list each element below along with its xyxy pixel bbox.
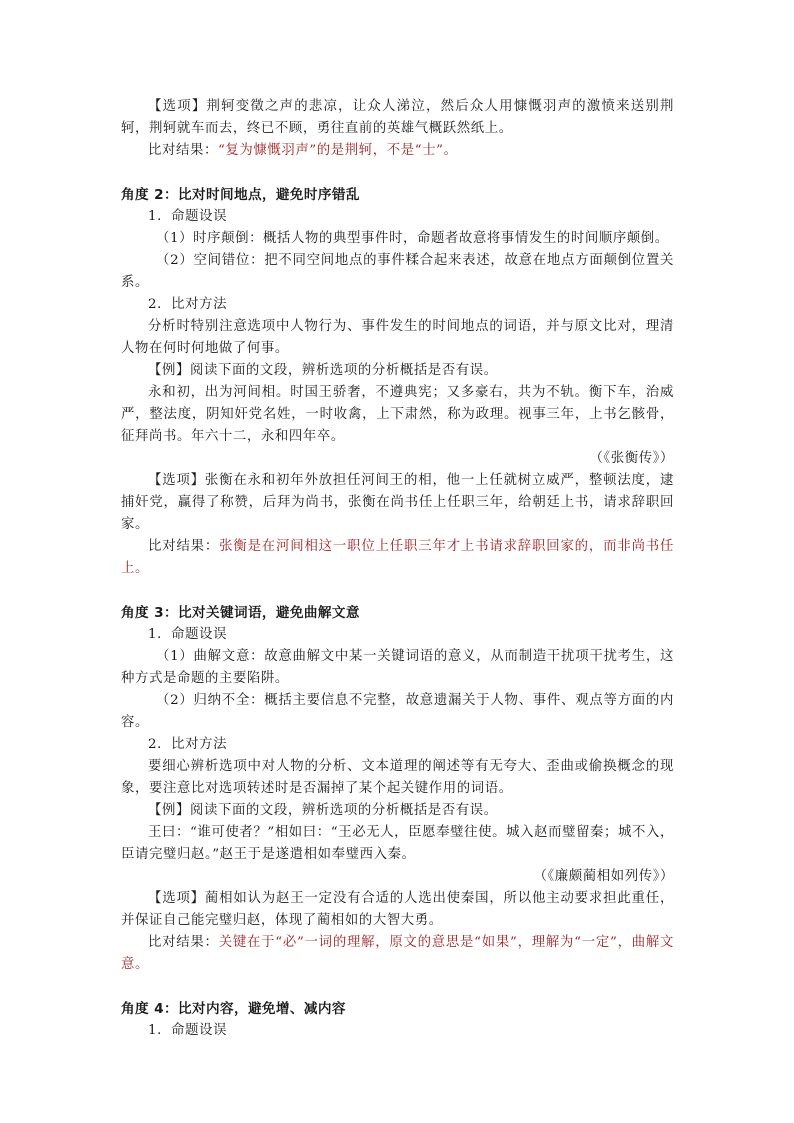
option-paragraph: 【选项】蔺相如认为赵王一定没有合适的人选出使秦国，所以他主动要求担此重任，并保证自己能完璧归赵，体现了蔺相如的大智大勇。	[121, 891, 674, 928]
subheading: 1．命题设误	[148, 1023, 228, 1038]
section-heading-angle-4: 角度 4：比对内容，避免增、减内容	[121, 1001, 346, 1017]
result-text: 关键在于“必”一词的理解，原文的意思是“如果”，理解为“一定”，曲解文意。	[121, 935, 675, 972]
subheading: 2．比对方法	[148, 737, 228, 752]
method-paragraph: 要细心辨析选项中对人物的分析、文本道理的阐述等有无夸大、歪曲或偷换概念的现象，要注意比对选项转述时是否漏掉了某个起关键作用的词语。	[121, 759, 674, 796]
list-item: （1）曲解文意：故意曲解文中某一关键词语的意义，从而制造干扰项干扰考生，这种方式是命题的主要陷阱。	[121, 649, 674, 686]
comparison-result	[121, 932, 674, 976]
section-heading-angle-3: 角度 3：比对关键词语，避免曲解文意	[121, 605, 360, 621]
result-text: “复为慷慨羽声”的是荆轲，不是“士”。	[217, 143, 458, 158]
list-item: （2）归纳不全：概括主要信息不完整，故意遗漏关于人物、事件、观点等方面的内容。	[121, 693, 674, 730]
classical-passage: 永和初，出为河间相。时国王骄奢，不遵典宪；又多豪右，共为不轨。衡下车，治威严，整法度，阴知奸党名姓，一时收禽，上下肃然，称为政理。视事三年，上书乞骸骨，征拜尚书。年六十二，永和四年卒。	[121, 385, 674, 444]
result-label: 比对结果：	[148, 539, 220, 554]
option-paragraph: 【选项】荆轲变徵之声的悲凉，让众人涕泣，然后众人用慷慨羽声的激愤来送别荆轲，荆轲就车而去，终已不顾，勇往直前的英雄气概跃然纸上。	[121, 99, 674, 136]
subheading: 1．命题设误	[148, 627, 228, 642]
result-text: 张衡是在河间相这一职位上任职三年才上书请求辞职回家的，而非尚书任上。	[121, 539, 675, 576]
comparison-result	[121, 536, 674, 580]
document-page	[121, 96, 674, 1042]
passage-source: （《张衡传》）	[589, 451, 674, 466]
list-item: （2）空间错位：把不同空间地点的事件糅合起来表述，故意在地点方面颠倒位置关系。	[121, 253, 674, 290]
example-intro: 【例】阅读下面的文段，辨析选项的分析概括是否有误。	[148, 803, 498, 818]
list-item: （1）时序颠倒：概括人物的典型事件时，命题者故意将事情发生的时间顺序颠倒。	[156, 231, 669, 246]
method-paragraph: 分析时特别注意选项中人物行为、事件发生的时间地点的词语，并与原文比对，理清人物在何时何地做了何事。	[121, 319, 674, 356]
option-paragraph: 【选项】张衡在永和初年外放担任河间王的相，他一上任就树立威严，整顿法度，逮捕奸党，赢得了称赞，后拜为尚书，张衡在尚书任上任职三年，给朝廷上书，请求辞职回家。	[121, 473, 674, 532]
subheading: 2．比对方法	[148, 297, 228, 312]
comparison-result	[121, 140, 674, 162]
passage-source: （《廉颇蔺相如列传》）	[533, 869, 674, 884]
classical-passage: 王曰：“谁可使者？”相如曰：“王必无人，臣愿奉璧往使。城入赵而璧留秦；城不入，臣请完璧归赵。”赵王于是遂遣相如奉璧西入秦。	[121, 825, 674, 862]
section-heading-angle-2: 角度 2：比对时间地点，避免时序错乱	[121, 187, 360, 203]
example-intro: 【例】阅读下面的文段，辨析选项的分析概括是否有误。	[148, 363, 498, 378]
subheading: 1．命题设误	[148, 209, 228, 224]
result-label: 比对结果：	[148, 143, 218, 158]
result-label: 比对结果：	[148, 935, 219, 950]
